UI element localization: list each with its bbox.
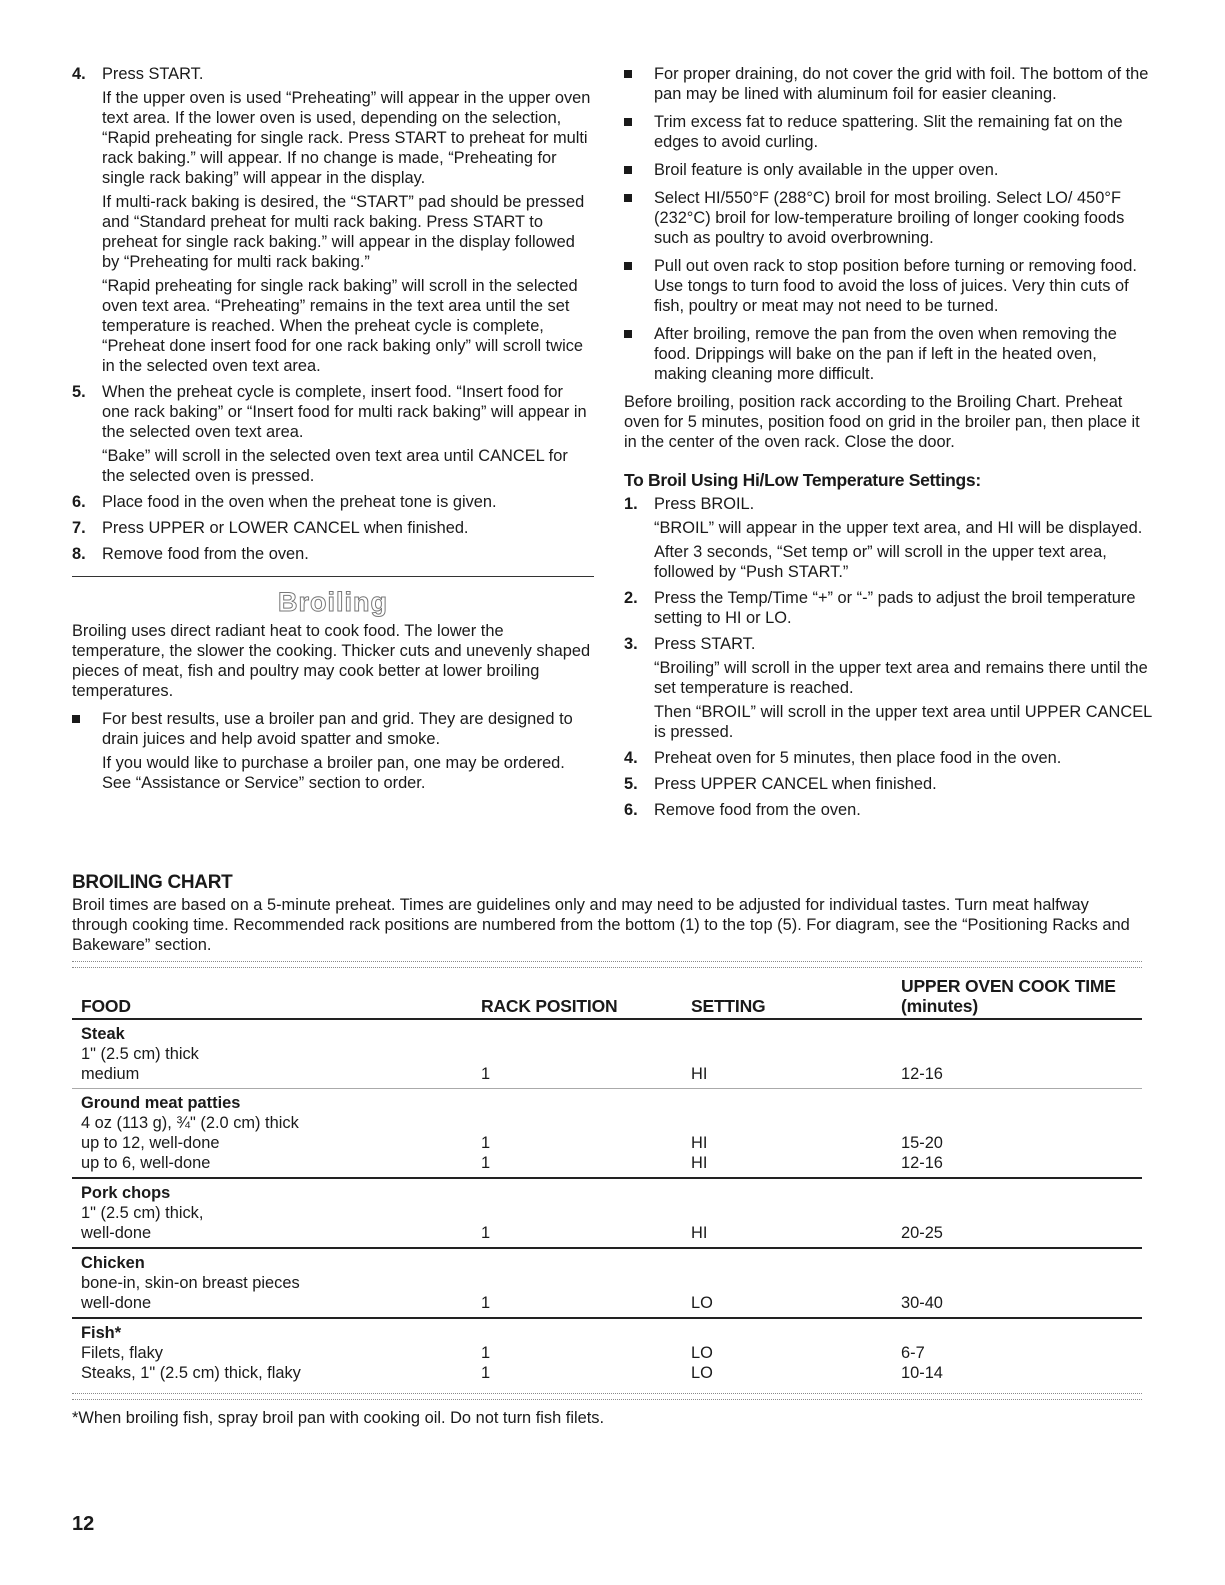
bake-steps-list [72,64,594,564]
spacer [691,1024,901,1044]
bullet-icon [624,262,632,270]
broiling-table [72,968,1142,1387]
rack-cell [481,1318,691,1387]
setting-value: LO [691,1344,713,1362]
time-cell [901,1019,1142,1089]
food-detail: bone-in, skin-on breast pieces [81,1274,300,1292]
section-divider [72,576,594,577]
header-time-line2: (minutes) [901,996,978,1016]
spacer [481,1323,691,1343]
bullet-item [624,256,1154,316]
bullet-item [624,64,1154,104]
food-name: Fish* [81,1324,122,1342]
setting-cell [691,1019,901,1089]
bullet-text: Trim excess fat to reduce spattering. Slit the remaining fat on the edges to avoid curling. [654,113,1123,151]
food-detail: well-done [81,1294,152,1312]
bullet-text: After broiling, remove the pan from the oven when removing the food. Drippings will bake on the pan if left in the heated oven, making cleaning more difficult. [654,325,1117,383]
step-item [624,774,1154,794]
setting-value [691,1203,901,1223]
bullet-item [624,112,1154,152]
step-item [72,382,594,486]
food-detail: up to 6, well-done [81,1154,211,1172]
bullet-text: For proper draining, do not cover the grid with foil. The bottom of the pan may be lined with aluminum foil for easier cleaning. [654,65,1149,103]
step-text: Press UPPER CANCEL when finished. [654,775,937,793]
spacer [901,1093,1142,1113]
section-title: Broiling [278,587,388,617]
bullet-text: Pull out oven rack to stop position before turning or removing food. Use tongs to turn food to avoid the loss of juices. Very thin cuts of fish, poultry or meat may not need to be turned. [654,257,1137,315]
setting-value: HI [691,1065,708,1083]
step-subtext: “Bake” will scroll in the selected oven text area until CANCEL for the selected oven is pressed. [102,447,568,485]
step-item [72,544,594,564]
setting-cell [691,1248,901,1318]
step-number: 1. [624,495,638,513]
food-cell [72,1089,481,1179]
spacer [691,1093,901,1113]
food-detail: up to 12, well-done [81,1134,220,1152]
bullet-item [72,709,594,793]
step-item [624,588,1154,628]
time-value: 12-16 [901,1065,943,1083]
dotted-rule-bottom [72,1393,1142,1400]
time-cell [901,1318,1142,1387]
step-text: Place food in the oven when the preheat tone is given. [102,493,497,511]
setting-value: HI [691,1154,708,1172]
step-text: Press BROIL. [654,495,755,513]
food-detail: Steaks, 1" (2.5 cm) thick, flaky [81,1364,301,1382]
spacer [481,1183,691,1203]
step-subtext: “BROIL” will appear in the upper text area, and HI will be displayed. [654,519,1143,537]
table-row [72,1019,1142,1089]
step-subtext: “Rapid preheating for single rack baking” will scroll in the selected oven text area. “Preheating” remains in the text area until the set temperature is reached. When the preheat cycle is complete, “Preheat done insert food for one rack baking only” will scroll twice in the selected oven text area. [102,277,584,375]
rack-value: 1 [481,1294,491,1312]
setting-value [691,1113,901,1133]
time-value [901,1044,1142,1064]
food-name: Steak [81,1025,125,1043]
setting-value: LO [691,1364,713,1382]
rack-value [481,1113,691,1133]
bullet-text: Select HI/550°F (288°C) broil for most broiling. Select LO/ 450°F (232°C) broil for low-temperature broiling of longer cooking foods such as poultry to avoid overbrowning. [654,189,1125,247]
bullet-icon [624,70,632,78]
food-detail: 1" (2.5 cm) thick, [81,1204,204,1222]
step-text: Press the Temp/Time “+” or “-” pads to adjust the broil temperature setting to HI or LO. [654,589,1136,627]
time-cell [901,1089,1142,1179]
table-header-row [72,968,1142,1019]
hi-low-subheading: To Broil Using Hi/Low Temperature Settings: [624,470,981,490]
time-value: 15-20 [901,1134,943,1152]
bullet-text: For best results, use a broiler pan and grid. They are designed to drain juices and help avoid spatter and smoke. [102,710,573,748]
rack-value [481,1203,691,1223]
table-body [72,1019,1142,1387]
header-food: FOOD [72,968,481,1019]
bullet-item [624,324,1154,384]
rack-value: 1 [481,1065,491,1083]
setting-value [691,1273,901,1293]
step-number: 5. [624,775,638,793]
rack-value [481,1273,691,1293]
step-number: 4. [624,749,638,767]
spacer [691,1323,901,1343]
food-name: Pork chops [81,1184,171,1202]
step-text: When the preheat cycle is complete, insert food. “Insert food for one rack baking” or “Insert food for multi rack baking” will appear in the selected oven text area. [102,383,587,441]
step-text: Press UPPER or LOWER CANCEL when finished. [102,519,469,537]
bullet-item [624,160,1154,180]
spacer [901,1024,1142,1044]
bullet-icon [624,330,632,338]
chart-title: BROILING CHART [72,872,233,893]
food-detail: 1" (2.5 cm) thick [81,1045,199,1063]
step-subtext: If multi-rack baking is desired, the “START” pad should be pressed and “Standard preheat for multi rack baking. Press START to preheat for single rack baking.” will appear in the display followed by “Preheating for multi rack baking.” [102,193,585,271]
food-detail: Filets, flaky [81,1344,163,1362]
step-number: 2. [624,589,638,607]
before-broiling-paragraph: Before broiling, position rack according to the Broiling Chart. Preheat oven for 5 minutes, position food on grid in the broiler pan, then place it in the center of the oven rack. Close the door. [624,393,1140,451]
bullet-icon [72,715,80,723]
bullet-text: Broil feature is only available in the upper oven. [654,161,999,179]
step-number: 6. [624,801,638,819]
step-item [72,518,594,538]
rack-cell [481,1248,691,1318]
spacer [481,1093,691,1113]
step-subtext: After 3 seconds, “Set temp or” will scroll in the upper text area, followed by “Push START.” [654,543,1107,581]
broil-steps-list [624,494,1154,820]
bullet-icon [624,166,632,174]
food-name: Chicken [81,1254,145,1272]
table-row [72,1318,1142,1387]
step-subtext: Then “BROIL” will scroll in the upper text area until UPPER CANCEL is pressed. [654,703,1152,741]
step-item [72,492,594,512]
food-detail: medium [81,1065,140,1083]
chart-footnote: *When broiling fish, spray broil pan with cooking oil. Do not turn fish filets. [72,1409,605,1427]
rack-value: 1 [481,1344,491,1362]
spacer [901,1253,1142,1273]
rack-value [481,1044,691,1064]
rack-cell [481,1178,691,1248]
rack-value: 1 [481,1154,491,1172]
table-row [72,1089,1142,1179]
step-subtext: If the upper oven is used “Preheating” will appear in the upper oven text area. If the lower oven is used, depending on the selection, “Rapid preheating for single rack. Press START to preheat for multi rack baking.” will appear. If no change is made, “Preheating for single rack baking” will appear in the display. [102,89,591,187]
setting-cell [691,1318,901,1387]
food-detail: 4 oz (113 g), ¾" (2.0 cm) thick [81,1114,299,1132]
step-text: Remove food from the oven. [102,545,309,563]
setting-value: LO [691,1294,713,1312]
broiling-intro: Broiling uses direct radiant heat to cook food. The lower the temperature, the slower the cooking. Thicker cuts and unevenly shaped pieces of meat, fish and poultry may cook better at lower broiling temperatures. [72,622,591,700]
page-number: 12 [72,1513,95,1535]
time-value: 6-7 [901,1344,925,1362]
step-text: Preheat oven for 5 minutes, then place food in the oven. [654,749,1062,767]
time-value: 20-25 [901,1224,943,1242]
table-row [72,1178,1142,1248]
table-row [72,1248,1142,1318]
time-cell [901,1248,1142,1318]
step-number: 4. [72,65,86,83]
time-value: 12-16 [901,1154,943,1172]
rack-value: 1 [481,1364,491,1382]
setting-value: HI [691,1134,708,1152]
time-cell [901,1178,1142,1248]
broiling-chart [72,873,1142,1428]
rack-value: 1 [481,1224,491,1242]
rack-cell [481,1019,691,1089]
bullet-icon [624,194,632,202]
setting-cell [691,1089,901,1179]
header-time [901,968,1142,1019]
food-cell [72,1178,481,1248]
step-item [624,800,1154,820]
header-setting: SETTING [691,968,901,1019]
step-item [624,494,1154,582]
step-number: 8. [72,545,86,563]
step-item [624,634,1154,742]
step-text: Press START. [654,635,756,653]
rack-value: 1 [481,1134,491,1152]
setting-cell [691,1178,901,1248]
step-number: 5. [72,383,86,401]
step-number: 3. [624,635,638,653]
step-subtext: “Broiling” will scroll in the upper text area and remains there until the set temperature is reached. [654,659,1148,697]
header-rack: RACK POSITION [481,968,691,1019]
left-column [72,64,594,801]
step-item [72,64,594,376]
bullet-icon [624,118,632,126]
spacer [691,1183,901,1203]
header-time-line1: UPPER OVEN COOK TIME [901,976,1116,996]
step-text: Press START. [102,65,204,83]
time-value: 30-40 [901,1294,943,1312]
spacer [481,1253,691,1273]
rack-cell [481,1089,691,1179]
step-item [624,748,1154,768]
time-value [901,1273,1142,1293]
setting-value: HI [691,1224,708,1242]
bullet-subtext: If you would like to purchase a broiler pan, one may be ordered. See “Assistance or Service” section to order. [102,754,565,792]
time-value [901,1203,1142,1223]
time-value [901,1113,1142,1133]
step-number: 6. [72,493,86,511]
food-cell [72,1248,481,1318]
spacer [901,1183,1142,1203]
time-value: 10-14 [901,1364,943,1382]
spacer [481,1024,691,1044]
bullet-item [624,188,1154,248]
spacer [901,1323,1142,1343]
setting-value [691,1044,901,1064]
right-column [624,64,1154,826]
food-cell [72,1318,481,1387]
food-cell [72,1019,481,1089]
step-text: Remove food from the oven. [654,801,861,819]
dotted-rule [72,961,1142,968]
food-detail: well-done [81,1224,152,1242]
spacer [691,1253,901,1273]
food-name: Ground meat patties [81,1094,241,1112]
chart-intro: Broil times are based on a 5-minute preheat. Times are guidelines only and may need to be adjusted for individual tastes. Turn meat halfway through cooking time. Recommended rack positions are numbered from the bottom (1) to the top (5). For diagram, see the “Positioning Racks and Bakeware” section. [72,896,1130,954]
step-number: 7. [72,519,86,537]
broil-tips-list [624,64,1154,384]
